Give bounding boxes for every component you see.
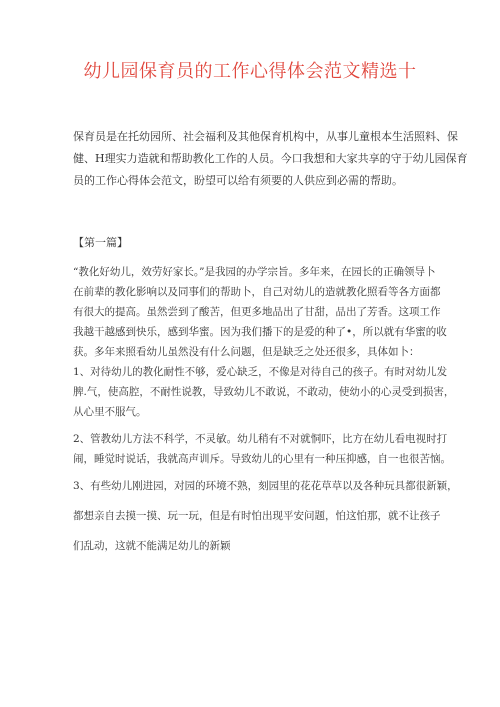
intro-line: 健、H理实力造就和帮助教化工作的人员。今口我想和大家共享的守于幼儿园保育: [73, 152, 468, 165]
intro-line: 员的工作心得体会范文，盼望可以给有须要的人供应到必需的帮助。: [73, 174, 403, 187]
body-line: 获。多年来照看幼儿虽然没有什么问题，但是缺乏之处还很多，具体如卜：: [73, 346, 420, 358]
body-line: 2、管教幼儿方法不科学，不灵敏。幼儿稍有不对就恫吓，比方在幼儿看电视时打: [73, 433, 448, 445]
body-paragraph: [73, 262, 458, 556]
body-line: 闹，睡觉时说话，我就高声训斥。导致幼儿的心里有一种压抑感，自一也很苦恼。: [73, 453, 451, 465]
body-line: “教化好幼儿，效劳好家长。”是我园的办学宗旨。多年来，在园长的正确领导卜: [73, 266, 436, 278]
paragraph-gap: [73, 422, 443, 429]
body-line: 们乱动，这就不能满足幼儿的新颖: [73, 540, 231, 552]
paragraph-gap: [73, 496, 443, 506]
paragraph-gap: [73, 469, 443, 476]
body-line: 我越干越感到快乐，感到华蜜。因为我们播下的是爱的种了•，所以就有华蜜的收: [73, 326, 447, 338]
body-line: 从心里不服气。: [73, 406, 147, 418]
section-heading: 【第一篇】: [73, 236, 128, 249]
body-line: 脾.气，使高腔，不耐性说教，导致幼儿不敢说，不敢动，使幼小的心灵受到损害，: [73, 386, 455, 398]
intro-line: 保育员是在托幼园所、社会福利及其他保育机构中，从事儿童根本生活照料、保: [73, 130, 458, 143]
body-line: 都想亲自去摸一摸、玩一玩，但是有时怕出现平安问题，怕这怕那，就不让孩子: [73, 510, 441, 522]
body-line: 1、对待幼儿的教化耐性不够，爱心缺乏，不像是对待自己的孩子。有时对幼儿发: [73, 366, 448, 378]
intro-paragraph: [73, 126, 468, 192]
document-title: 幼儿园保育员的工作心得体会范文精选十: [83, 61, 417, 82]
body-line: 在前辈的教化影响以及同事们的帮助卜，自己对幼儿的造就教化照看等各方面都: [73, 286, 441, 298]
body-line: 有很大的提高。虽然尝到了酸苦，但更多地品出了甘甜，品出了芳香。这项工作: [73, 306, 441, 318]
paragraph-gap: [73, 526, 443, 536]
body-line: 3、有些幼儿刚进园，对园的环境不熟，刻园里的花花草草以及各种玩具都很新颖，: [73, 480, 458, 492]
